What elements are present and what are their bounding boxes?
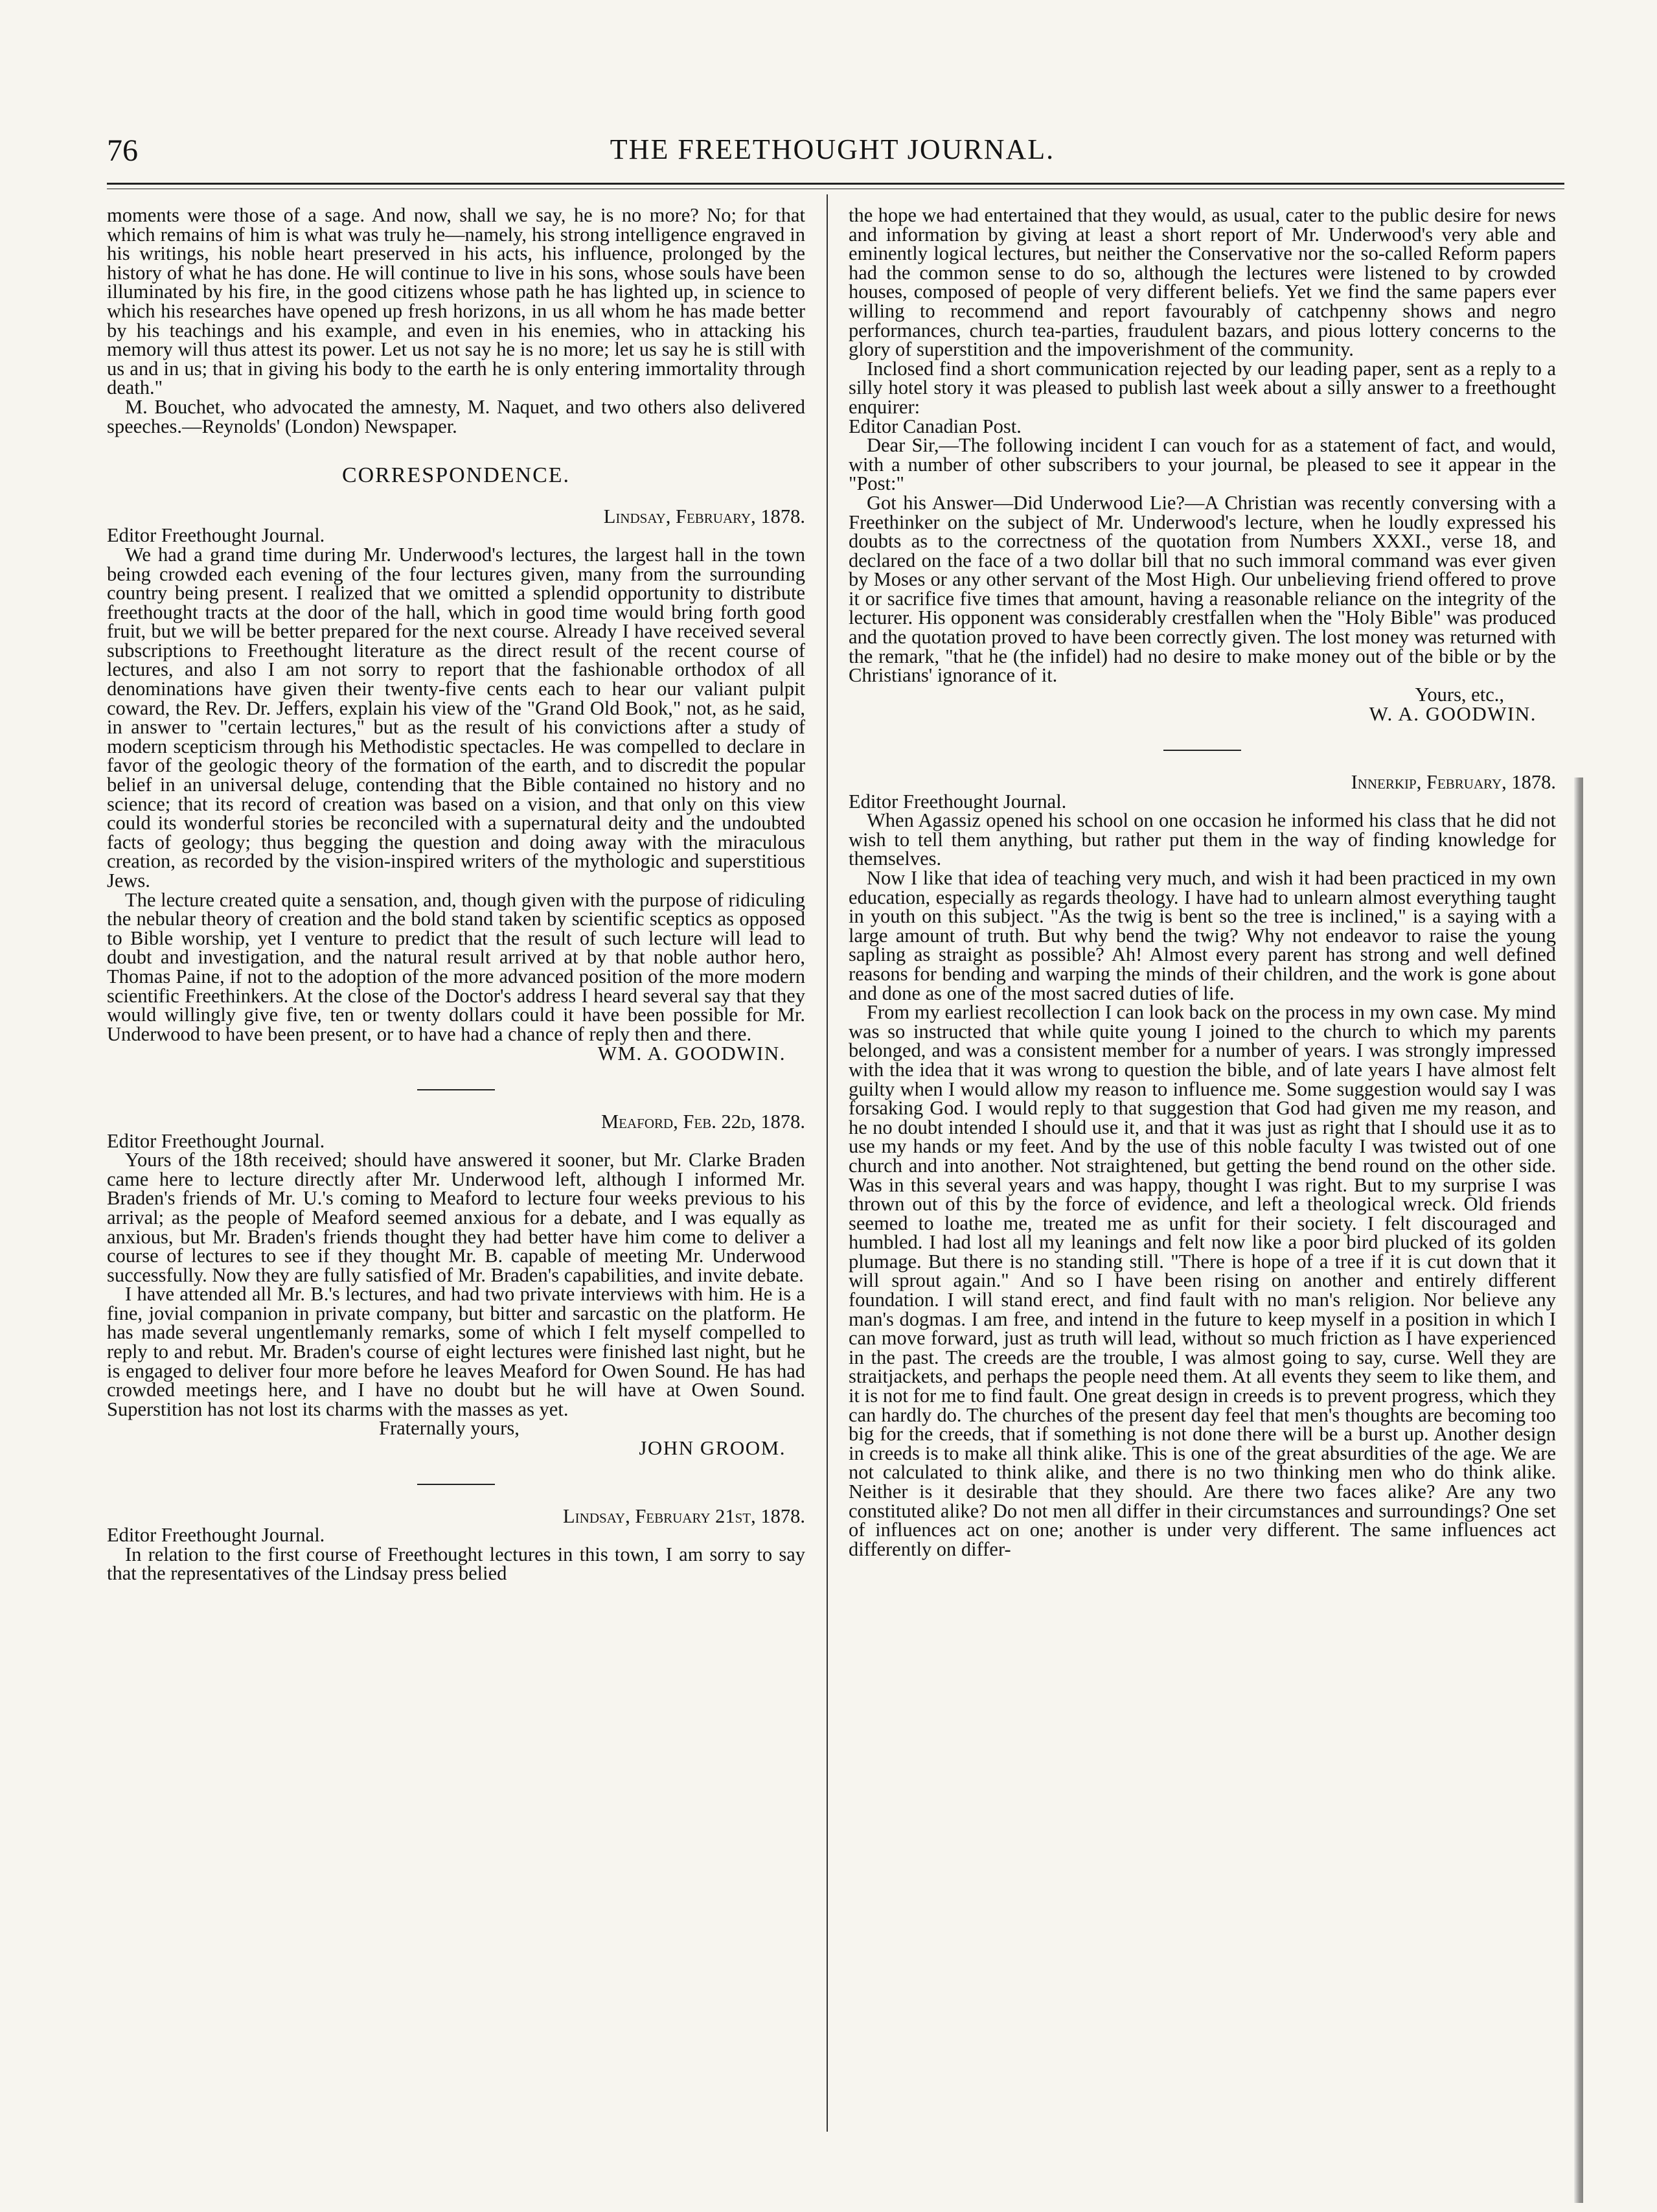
salutation: Editor Freethought Journal.: [107, 1129, 325, 1152]
letter-paragraph: When Agassiz opened his school on one occasion he informed his class that he did not wish to tell them anything, but rather put them in the way of finding knowledge for themselves.: [849, 809, 1556, 870]
column-divider: [827, 194, 828, 2132]
dateline: Lindsay, February 21st, 1878.: [563, 1504, 805, 1527]
letter-paragraph: Now I like that idea of teaching very much, and wish it had been practiced in my own education, especially as regards theology. I have had to unlearn almost everything taught in youth on this subject. "As the twig is bent so the tree is inclined," is a saying with a large amount of truth. But why bend the twig? Why not endeavor to raise the young sapling as straight as possible? Ah! Almost every parent has strong and well defined reasons for bending and warping the minds of their children, and the work is gone about and done as one of the most sacred duties of life.: [849, 867, 1556, 1004]
section-title: CORRESPONDENCE.: [341, 463, 571, 488]
closing: Fraternally yours,: [379, 1417, 520, 1440]
page-header: [107, 133, 1558, 178]
obituary-paragraph: moments were those of a sage. And now, shall we say, he is no more? No; for that which remains of him is what was truly he—namely, his strong intelligence engraved in his writings, his noble heart preserved in his acts, his influence, prolonged by the history of what he has done. He will continue to live in his sons, whose souls have been illuminated by his fire, in the good citizens whose path he has lighted up, in science to which his researches have opened up fresh horizons, in us all whom he has made better by his teachings and his example, and even in his enemies, who in attacking his memory will thus attest its power. Let us not say he is no more; let us say he is still with us and in us; that in giving his body to the earth he is only entering immortality through death.": [107, 204, 805, 399]
salutation: Editor Freethought Journal.: [107, 1524, 325, 1547]
left-column: [107, 206, 805, 1584]
letter-lindsay-press-continued: [849, 206, 1556, 724]
running-head: THE FREETHOUGHT JOURNAL.: [610, 133, 1055, 165]
letter-paragraph: Got his Answer—Did Underwood Lie?—A Christian was recently conversing with a Freethinker on the subject of Mr. Underwood's lecture, when he loudly expressed his doubts as to the correctness of the quotation from Numbers XXXI., verse 18, and declared on the face of a two dollar bill that no such immoral command was ever given by Moses or any other servant of the Most High. Our unbelieving friend offered to prove it or sacrifice five times that amount, having a reasonable reliance on the integrity of the lecturer. His opponent was considerably crestfallen when the "Holy Bible" was produced and the quotation proved to have been correctly given. The lost money was returned with the remark, "that he (the infidel) had no desire to make money out of the bible or by the Christians' ignorance of it.: [849, 491, 1556, 687]
letter-paragraph: the hope we had entertained that they would, as usual, cater to the public desire for news and information by giving at least a short report of Mr. Underwood's very able and eminently logical lectures, but neither the Conservative nor the so-called Reform papers had the common sense to do so, although the lectures were listened to by crowded houses, composed of people of very different beliefs. Yet we find the same papers ever willing to recommend and report favourably of catchpenny shows and negro performances, church tea-parties, fraudulent bazars, and pious lottery concerns to the glory of superstition and the impoverishment of the community.: [849, 204, 1556, 361]
letter-paragraph: Dear Sir,—The following incident I can vouch for as a statement of fact, and would, with a number of other subscribers to your journal, be pleased to see it appear in the "Post:": [849, 434, 1556, 495]
signature: JOHN GROOM.: [639, 1436, 786, 1460]
letter-paragraph: We had a grand time during Mr. Underwood's lectures, the largest hall in the town being crowded each evening of the four lectures given, many from the surrounding country being present. I realized that we omitted a splendid opportunity to distribute freethought tracts at the door of the hall, which in good time would bring forth good fruit, but we will be better prepared for the next course. Already I have received several subscriptions to Freethought literature as the direct result of the recent course of lectures, and also I am not sorry to report that the fashionable orthodox of all denominations have given their twenty-five cents each to hear our valiant pulpit coward, the Rev. Dr. Jeffers, explain his view of the "Grand Old Book," not, as he said, in answer to "certain lectures," but as the result of his convictions after a study of modern scepticism through his Methodistic spectacles. He was compelled to declare in favor of the geologic theory of the formation of the earth, and to discredit the popular belief in an universal deluge, contending that the Bible contained no history and no science; that its record of creation was based on a vision, and that only on this view could its wonderful stories be reconciled with a supernatural deity and the undoubted facts of geology; thus begging the question and doing away with the miraculous creation, as recorded by the vision-inspired writers of the mythologic and superstitious Jews.: [107, 543, 805, 892]
dateline: Innerkip, February, 1878.: [1351, 771, 1556, 794]
signature: WM. A. GOODWIN.: [597, 1042, 786, 1065]
separator-rule: [417, 1484, 495, 1485]
page-edge-shadow: [1574, 778, 1583, 2203]
letter-innerkip: [849, 773, 1556, 1559]
separator-rule: [1163, 750, 1241, 751]
page-number: 76: [107, 133, 138, 168]
right-column: [849, 206, 1556, 1559]
signature: W. A. GOODWIN.: [1369, 702, 1537, 726]
letter-paragraph: Yours of the 18th received; should have answered it sooner, but Mr. Clarke Braden came here to lecture directly after Mr. Underwood left, although I informed Mr. Braden's friends of Mr. U.'s coming to Meaford to lecture four weeks previous to his arrival; as the people of Meaford seemed anxious for a debate, and I was equally as anxious, but Mr. Braden's friends thought they had better have him come to deliver a course of lectures to see if they thought Mr. B. capable of meeting Mr. Underwood successfully. Now they are fully satisfied of Mr. Braden's capabilities, and invite debate.: [107, 1149, 805, 1286]
obituary-paragraph: M. Bouchet, who advocated the amnesty, M. Naquet, and two others also delivered speeches.—Reynolds' (London) Newspaper.: [107, 395, 805, 437]
letter-paragraph: The lecture created quite a sensation, and, though given with the purpose of ridiculing the nebular theory of creation and the bold stand taken by scientific sceptics as opposed to Bible worship, yet I venture to predict that the result of such lecture will lead to doubt and investigation, and the natural result arrived at by that noble author hero, Thomas Paine, if not to the adoption of the more advanced position of the more modern scientific Freethinkers. At the close of the Doctor's address I heard several say that they would willingly give five, ten or twenty dollars could it have been possible for Mr. Underwood to have been present, or to have had a chance of reply then and there.: [107, 888, 805, 1045]
dateline: Lindsay, February, 1878.: [603, 505, 805, 527]
letter-paragraph: I have attended all Mr. B.'s lectures, and had two private interviews with him. He is a fine, jovial companion in private company, but bitter and sarcastic on the platform. He has made several ungentlemanly remarks, some of which I felt myself compelled to reply to and rebut. Mr. Braden's course of eight lectures were finished last night, but he is engaged to deliver four more before he leaves Meaford for Owen Sound. He has had crowded meetings here, and I have no doubt but he will have at Owen Sound. Superstition has not lost its charms with the masses as yet.: [107, 1283, 805, 1420]
letter-lindsay-press: [107, 1504, 805, 1585]
salutation: Editor Freethought Journal.: [107, 524, 325, 547]
closing: Yours, etc.,: [1415, 683, 1504, 706]
separator-rule: [417, 1089, 495, 1090]
letter-lindsay: [107, 507, 805, 1063]
inner-salutation: Editor Canadian Post.: [849, 415, 1022, 437]
salutation: Editor Freethought Journal.: [849, 790, 1067, 812]
dateline: Meaford, Feb. 22d, 1878.: [601, 1110, 805, 1133]
letter-paragraph: Inclosed find a short communication rejected by our leading paper, sent as a reply to a silly hotel story it was pleased to publish last week about a silly answer to a freethought enquirer:: [849, 357, 1556, 418]
header-rule: [107, 183, 1564, 185]
letter-paragraph: In relation to the first course of Freethought lectures in this town, I am sorry to say that the representatives of the Lindsay press belied: [107, 1543, 805, 1585]
letter-meaford: [107, 1112, 805, 1458]
letter-paragraph: From my earliest recollection I can look back on the process in my own case. My mind was so instructed that while quite young I joined to the church to which my parents belonged, and was a consistent member for a number of years. I was strongly impressed with the idea that it was wrong to question the bible, and of late years I have almost felt guilty when I would allow my reason to influence me. Some suggestion would say I was forsaking God. I would reply to that suggestion that God had given me my reason, and he no doubt intended I should use it, and that it was just as right that I should use it as to use my hands or my feet. And by the use of this noble faculty I was twisted out of one church and into another. Not straightened, but getting the bend round on the other side. Was in this several years and was happy, thought I was right. But to my surprise I was thrown out of this by the force of evidence, and left a theological wreck. Old friends seemed to loathe me, treated me as unfit for their society. I felt discouraged and humbled. I had lost all my leanings and felt now like a poor bird plucked of its golden plumage. But there is no standing still. "There is hope of a tree if it is cut down that it will sprout again." And so I have been rising on another and entirely different foundation. I will stand erect, and find fault with no man's religion. Nor believe any man's dogmas. I am free, and intend in the future to keep myself in a position in which I can move forward, just as truth will lead, without so much friction as I have experienced in the past. The creeds are the trouble, I was almost going to say, curse. Well they are straitjackets, and perhaps the people need them. At all events they seem to like them, and it is not for me to find fault. One great design in creeds is to prevent progress, which they can hardly do. The churches of the present day feel that men's thoughts are becoming too big for the creeds, that if something is not done there will be a burst up. Another design in creeds is to make all think alike. This is one of the great absurdities of the age. We are not calculated to think alike, and there is no two thinking men who do think alike. Neither is it desirable that they should. Are there two faces alike? Are any two constituted alike? Do not men all differ in their circumstances and surroundings? One set of influences act on one; another is under very different. The same influences act differently on differ-: [849, 1001, 1556, 1560]
